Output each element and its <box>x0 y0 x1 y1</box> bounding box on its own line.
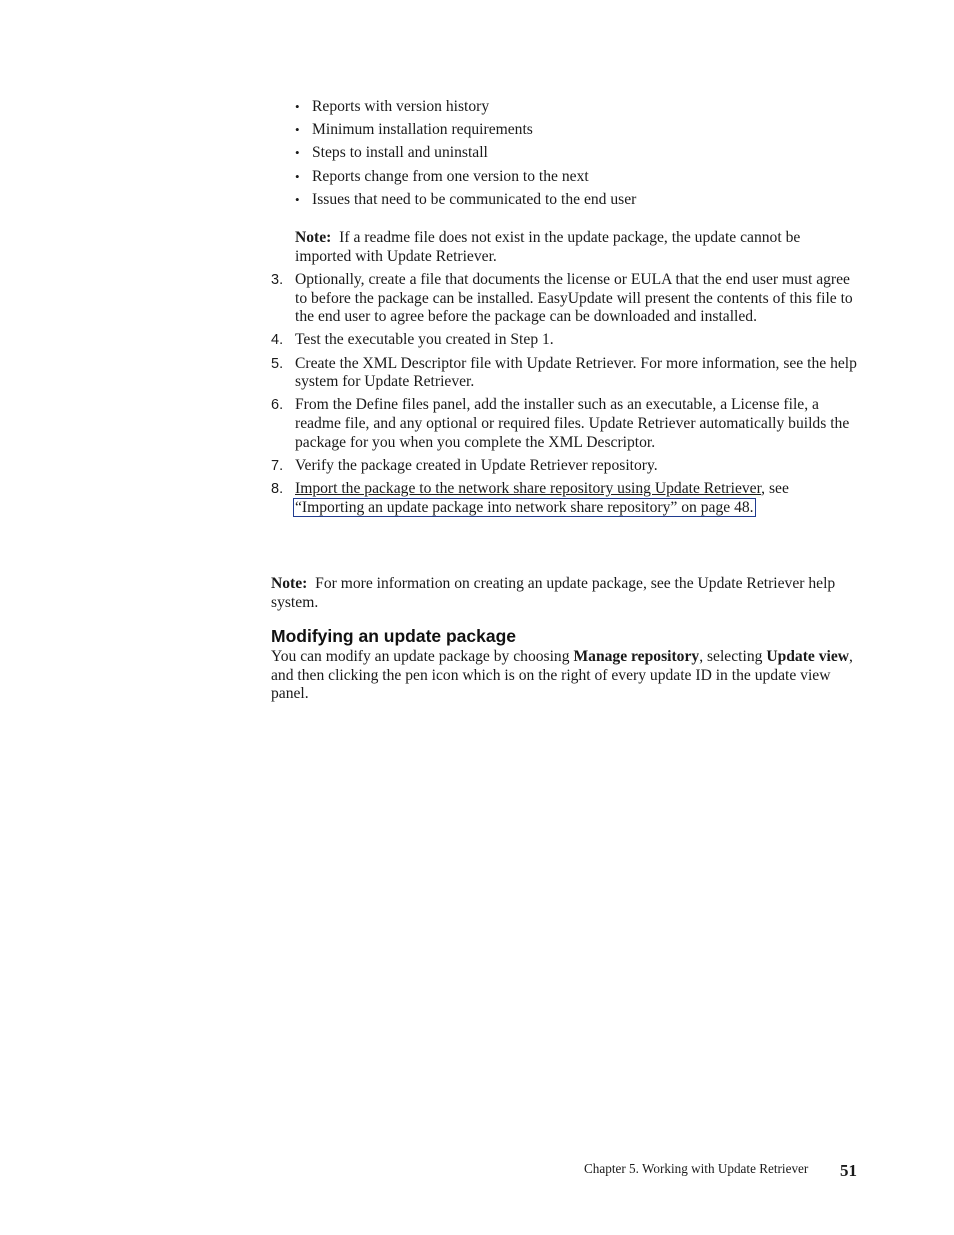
bullet-item: • Reports change from one version to the next <box>295 168 865 187</box>
bullet-item: • Steps to install and uninstall <box>295 144 865 163</box>
bold-term: Manage repository <box>573 648 700 665</box>
note-label: Note: <box>271 575 308 592</box>
note-text: If a readme file does not exist in the update package, the update cannot be imported with Update Retriever. <box>295 229 801 265</box>
paragraph-text: , and then clicking the pen icon which is on the right of every update ID in the update view panel. <box>271 648 853 703</box>
footer-chapter: Chapter 5. Working with Update Retriever <box>584 1161 809 1176</box>
step-item <box>271 331 861 350</box>
step-number: 4. <box>271 332 284 349</box>
step-text: Verify the package created in Update Retriever repository. <box>295 456 658 474</box>
section-heading: Modifying an update package <box>271 626 517 646</box>
step-text: Optionally, create a file that documents the license or EULA that the end user must agree to before the package can be installed. EasyUpdate will present the contents of this file to the end user to agree before the package can be downloaded and installed. <box>295 271 853 326</box>
note-label: Note: <box>295 229 332 246</box>
step-number: 6. <box>271 397 284 414</box>
step-item <box>271 355 861 392</box>
step-item <box>271 480 861 517</box>
step-text: From the Define files panel, add the installer such as an executable, a License file, a readme file, and any optional or required files. Update Retriever automatically builds the package for you when you complete the XML Descriptor. <box>295 396 850 451</box>
step-item <box>271 457 861 476</box>
step-text: Test the executable you created in Step 1. <box>295 331 554 349</box>
readme-note <box>295 229 857 266</box>
bullet-item: • Minimum installation requirements <box>295 121 865 140</box>
bold-term: Update view <box>766 648 850 665</box>
import-link-text[interactable]: Import the package to the network share repository using Update Retriever <box>295 479 762 497</box>
page-footer <box>584 1160 864 1179</box>
help-note <box>271 575 861 612</box>
cross-reference-link[interactable]: “Importing an update package into network share repository” on page 48. <box>295 498 754 516</box>
requirements-bullet-list <box>295 98 865 214</box>
page-number: 51 <box>840 1161 857 1180</box>
step-number: 5. <box>271 355 284 372</box>
step-item <box>271 396 861 452</box>
bullet-item: • Issues that need to be communicated to the end user <box>295 191 865 210</box>
paragraph-text: , selecting <box>699 648 767 665</box>
steps-list <box>271 271 861 522</box>
step-text: , see <box>761 479 789 497</box>
section-paragraph <box>271 648 861 704</box>
step-number: 7. <box>271 457 284 474</box>
step-number: 3. <box>271 272 284 288</box>
step-item <box>271 271 861 327</box>
bullet-item: • Reports with version history <box>295 98 865 117</box>
step-number: 8. <box>271 480 284 497</box>
paragraph-text: You can modify an update package by choosing <box>271 648 574 665</box>
step-text: Create the XML Descriptor file with Update Retriever. For more information, see the help system for Update Retriever. <box>295 354 857 391</box>
note-text: For more information on creating an update package, see the Update Retriever help system. <box>271 575 836 611</box>
